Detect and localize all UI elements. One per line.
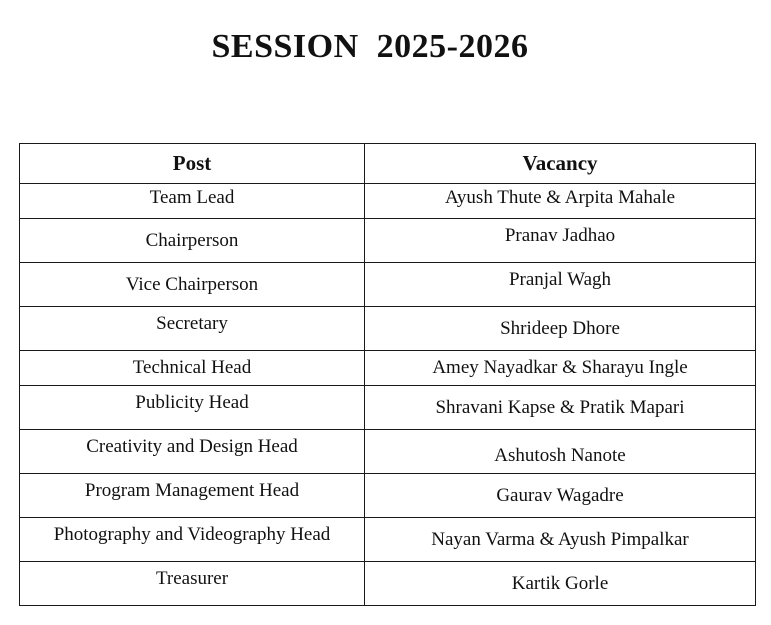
post-text: Technical Head: [132, 357, 252, 378]
table-row: [20, 474, 756, 518]
vacancy-cell: [365, 351, 756, 386]
vacancy-column-header: Vacancy: [365, 144, 756, 184]
post-cell: [20, 430, 365, 474]
vacancy-text: Pranjal Wagh: [508, 268, 612, 290]
vacancy-cell: [365, 518, 756, 562]
post-text: Team Lead: [149, 187, 235, 208]
table-row: [20, 307, 756, 351]
vacancy-text: Kartik Gorle: [511, 572, 609, 594]
roles-table: [19, 143, 756, 606]
post-text: Vice Chairperson: [125, 273, 259, 295]
page-title: SESSION 2025-2026: [211, 28, 529, 65]
post-cell: [20, 219, 365, 263]
vacancy-text: Nayan Varma & Ayush Pimpalkar: [431, 528, 689, 550]
post-cell: [20, 518, 365, 562]
vacancy-cell: [365, 474, 756, 518]
vacancy-cell: [365, 184, 756, 219]
post-cell: [20, 386, 365, 430]
vacancy-text: Pranav Jadhao: [504, 224, 616, 246]
table-header-row: [20, 144, 756, 184]
vacancy-text: Ashutosh Nanote: [494, 444, 626, 466]
table-row: [20, 219, 756, 263]
post-text: Treasurer: [155, 567, 229, 589]
table-row: [20, 430, 756, 474]
post-text: Program Management Head: [84, 479, 300, 501]
table-row: [20, 562, 756, 606]
post-text: Creativity and Design Head: [86, 435, 298, 457]
table-row: [20, 263, 756, 307]
post-cell: [20, 263, 365, 307]
vacancy-cell: [365, 307, 756, 351]
table-row: [20, 518, 756, 562]
post-cell: [20, 351, 365, 386]
vacancy-text: Ayush Thute & Arpita Mahale: [444, 187, 676, 208]
vacancy-cell: [365, 386, 756, 430]
vacancy-cell: [365, 562, 756, 606]
vacancy-cell: [365, 430, 756, 474]
vacancy-cell: [365, 263, 756, 307]
post-text: Publicity Head: [135, 391, 249, 413]
post-cell: [20, 562, 365, 606]
post-text: Chairperson: [145, 229, 239, 251]
vacancy-text: Gaurav Wagadre: [496, 484, 624, 506]
vacancy-text: Shrideep Dhore: [500, 317, 620, 339]
post-cell: [20, 474, 365, 518]
vacancy-text: Amey Nayadkar & Sharayu Ingle: [432, 357, 688, 378]
table-row: [20, 351, 756, 386]
post-column-header: Post: [20, 144, 365, 184]
vacancy-cell: [365, 219, 756, 263]
post-cell: [20, 307, 365, 351]
vacancy-text: Shravani Kapse & Pratik Mapari: [435, 396, 685, 418]
table-row: [20, 184, 756, 219]
post-text: Secretary: [156, 312, 228, 334]
table-row: [20, 386, 756, 430]
post-text: Photography and Videography Head: [53, 523, 331, 545]
post-cell: [20, 184, 365, 219]
